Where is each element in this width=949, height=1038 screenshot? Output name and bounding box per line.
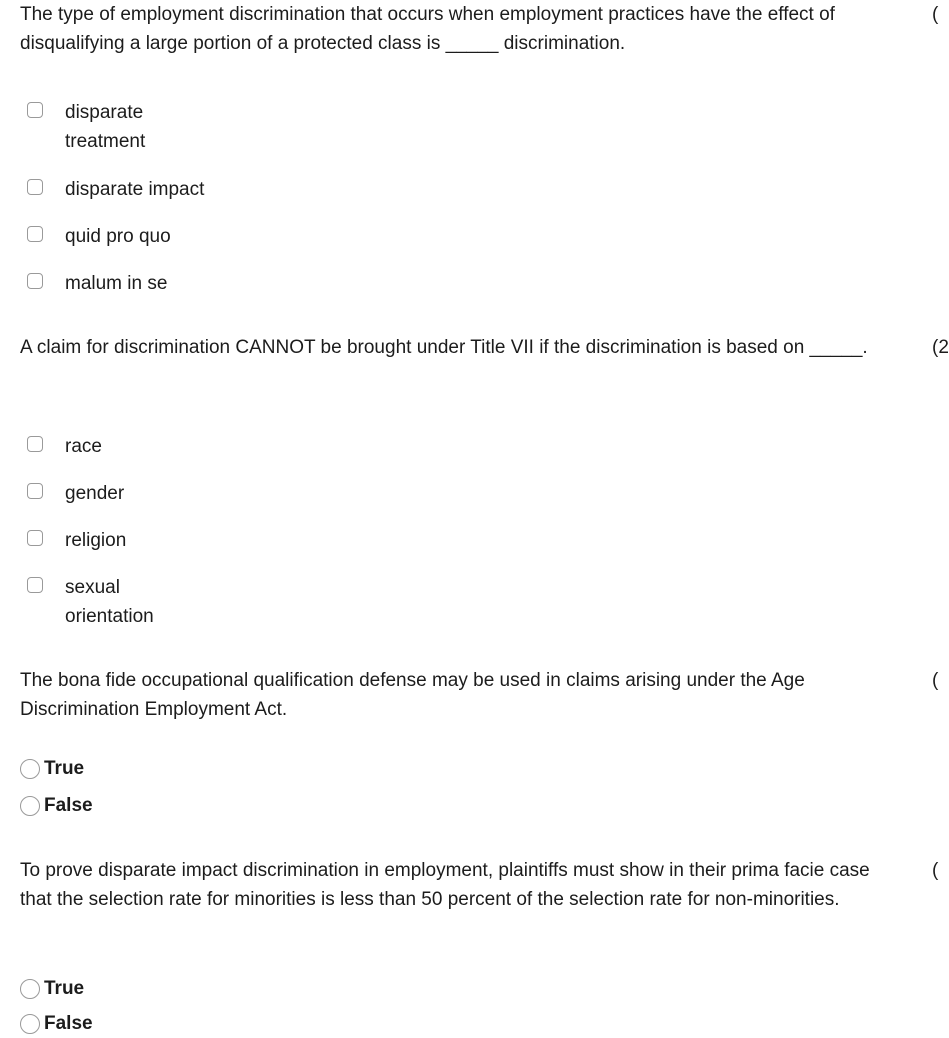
radio-button[interactable]	[20, 759, 40, 779]
question-points: (	[932, 666, 938, 695]
option-label: gender	[65, 479, 205, 508]
checkbox[interactable]	[27, 179, 43, 195]
option-label: True	[44, 755, 84, 783]
question-text: To prove disparate impact discrimination in employment, plaintiffs must show in their prima facie case that the selection rate for minorities is less than 50 percent of the selection rate for non-minorities.	[20, 856, 905, 914]
checkbox[interactable]	[27, 436, 43, 452]
checkbox[interactable]	[27, 226, 43, 242]
question-text: A claim for discrimination CANNOT be brought under Title VII if the discrimination is based on _____.	[20, 333, 905, 362]
option-label: disparate treatment	[65, 98, 205, 156]
checkbox[interactable]	[27, 577, 43, 593]
checkbox[interactable]	[27, 530, 43, 546]
question-text: The bona fide occupational qualification defense may be used in claims arising under the Age Discrimination Employment Act.	[20, 666, 905, 724]
radio-button[interactable]	[20, 1014, 40, 1034]
checkbox[interactable]	[27, 483, 43, 499]
option-label: False	[44, 1010, 93, 1038]
option-label: False	[44, 792, 93, 820]
question-text: The type of employment discrimination that occurs when employment practices have the effect of disqualifying a large portion of a protected class is _____ discrimination.	[20, 0, 905, 58]
option-label: sexual orientation	[65, 573, 205, 631]
radio-button[interactable]	[20, 796, 40, 816]
question-points: (	[932, 0, 938, 29]
option-label: quid pro quo	[65, 222, 365, 251]
checkbox[interactable]	[27, 273, 43, 289]
question-points: (2	[932, 333, 949, 362]
checkbox[interactable]	[27, 102, 43, 118]
option-label: disparate impact	[65, 175, 365, 204]
option-label: malum in se	[65, 269, 365, 298]
option-label: religion	[65, 526, 205, 555]
radio-button[interactable]	[20, 979, 40, 999]
option-label: True	[44, 975, 84, 1003]
question-points: (	[932, 856, 938, 885]
option-label: race	[65, 432, 205, 461]
